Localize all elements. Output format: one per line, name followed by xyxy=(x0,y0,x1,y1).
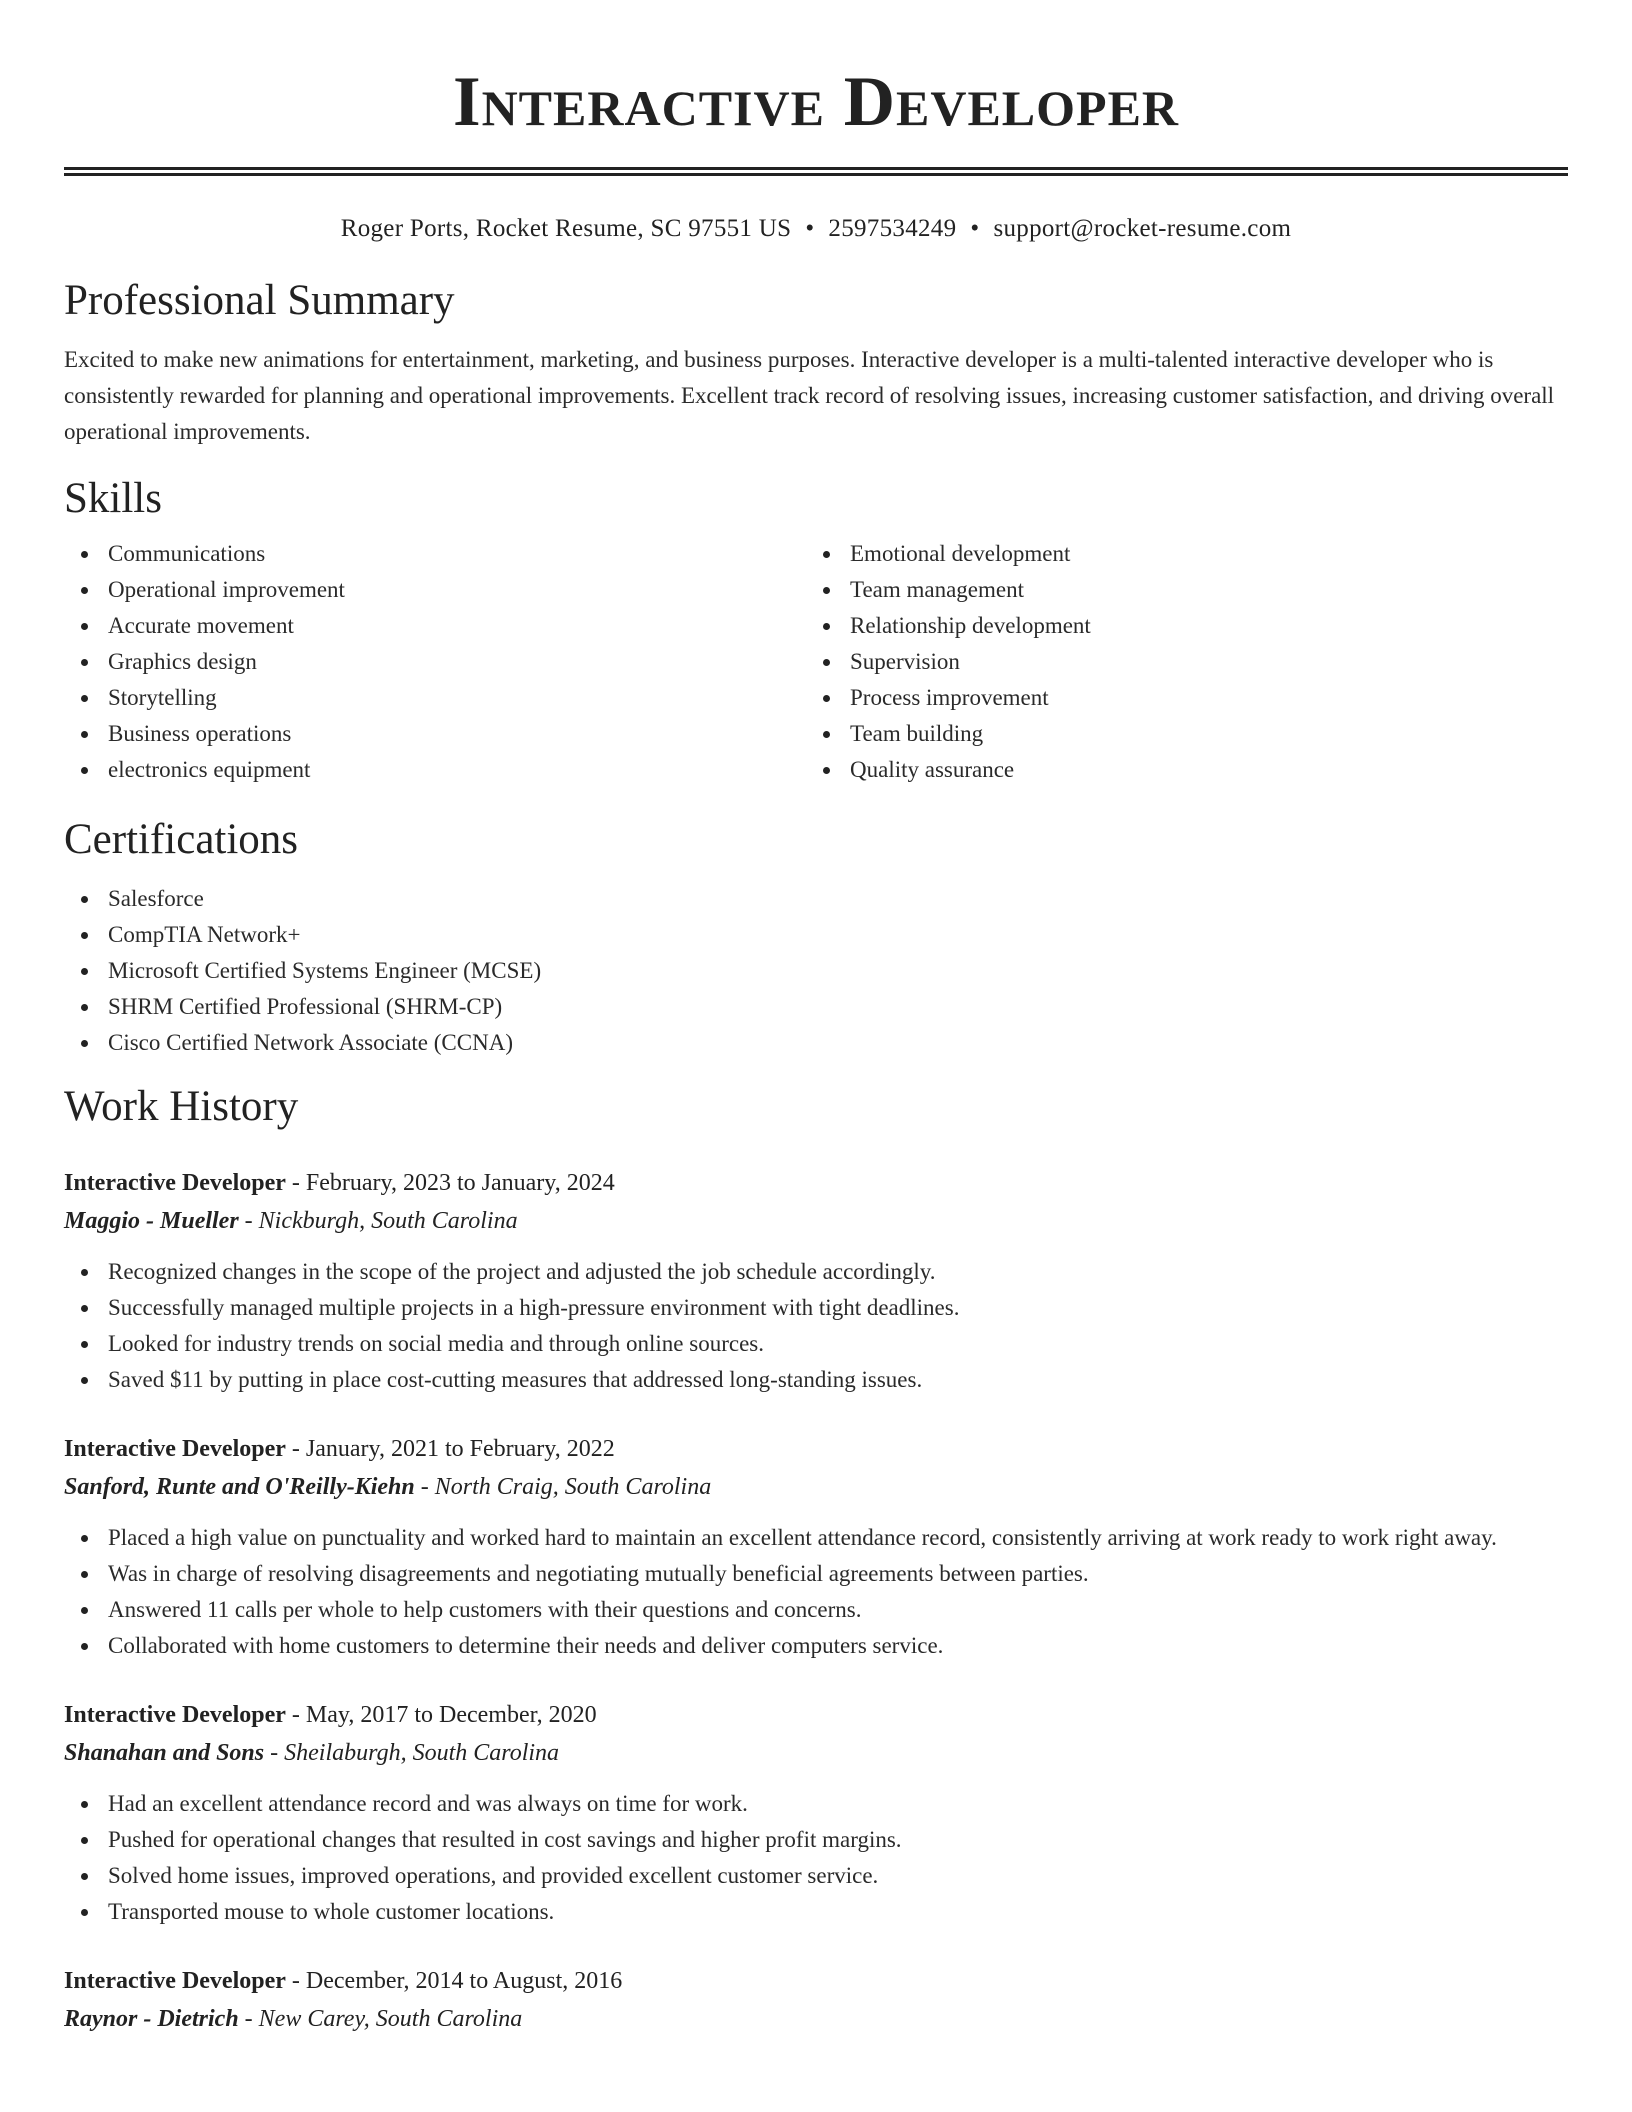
skill-item: electronics equipment xyxy=(64,752,806,788)
summary-text: Excited to make new animations for entertainment, marketing, and business purposes. Interactive developer is a multi-talented interactive developer who is consistently rewarded for planning and operational improvements. Excellent track record of resolving issues, increasing customer satisfaction, and driving overall operational improvements. xyxy=(64,347,1555,444)
duty-item: Had an excellent attendance record and was always on time for work. xyxy=(64,1786,1568,1822)
job-duties xyxy=(64,1254,1568,1398)
job-header: Interactive Developer - January, 2021 to February, 2022 xyxy=(64,1436,615,1462)
skill-item: Business operations xyxy=(64,716,806,752)
certification-item: Salesforce xyxy=(64,881,1568,917)
duty-item: Answered 11 calls per whole to help customers with their questions and concerns. xyxy=(64,1592,1568,1628)
contact-email[interactable]: support@rocket-resume.com xyxy=(993,215,1292,242)
job-dates: February, 2023 to January, 2024 xyxy=(305,1170,615,1196)
skills-list-right xyxy=(806,536,1548,788)
certifications-list xyxy=(64,881,1568,1061)
job-company: Maggio - Mueller xyxy=(64,1208,239,1234)
certifications-heading: Certifications xyxy=(64,816,299,863)
job-location: Nickburgh, South Carolina xyxy=(258,1208,518,1234)
job-location: New Carey, South Carolina xyxy=(258,2006,523,2032)
certification-item: Microsoft Certified Systems Engineer (MCSE) xyxy=(64,953,1568,989)
job-dates: May, 2017 to December, 2020 xyxy=(305,1702,597,1728)
duty-item: Transported mouse to whole customer locations. xyxy=(64,1894,1568,1930)
skills-heading: Skills xyxy=(64,475,162,522)
skill-item: Emotional development xyxy=(806,536,1548,572)
job-entry xyxy=(64,1430,1568,1664)
job-title: Interactive Developer xyxy=(64,1436,286,1462)
skills-list-left xyxy=(64,536,806,788)
job-company-line: Maggio - Mueller - Nickburgh, South Carolina xyxy=(64,1208,518,1234)
job-header: Interactive Developer - May, 2017 to December, 2020 xyxy=(64,1702,597,1728)
skill-item: Operational improvement xyxy=(64,572,806,608)
job-company: Shanahan and Sons xyxy=(64,1740,265,1766)
job-dates: January, 2021 to February, 2022 xyxy=(305,1436,615,1462)
job-company-line: Raynor - Dietrich - New Carey, South Carolina xyxy=(64,2006,523,2032)
skill-item: Communications xyxy=(64,536,806,572)
duty-item: Solved home issues, improved operations, and provided excellent customer service. xyxy=(64,1858,1568,1894)
certification-item: CompTIA Network+ xyxy=(64,917,1568,953)
contact-phone: 2597534249 xyxy=(828,215,957,242)
resume-name: Interactive Developer xyxy=(452,63,1180,141)
skill-item: Storytelling xyxy=(64,680,806,716)
contact-address: Roger Ports, Rocket Resume, SC 97551 US xyxy=(340,215,792,242)
job-company: Sanford, Runte and O'Reilly-Kiehn xyxy=(64,1474,415,1500)
job-entry xyxy=(64,1164,1568,1398)
skills-columns xyxy=(64,536,1568,788)
contact-line xyxy=(64,214,1568,244)
job-title: Interactive Developer xyxy=(64,1968,286,1994)
job-title: Interactive Developer xyxy=(64,1702,286,1728)
job-company-line: Sanford, Runte and O'Reilly-Kiehn - North Craig, South Carolina xyxy=(64,1474,712,1500)
job-location: Sheilaburgh, South Carolina xyxy=(284,1740,560,1766)
certification-item: SHRM Certified Professional (SHRM-CP) xyxy=(64,989,1568,1025)
duty-item: Successfully managed multiple projects in a high-pressure environment with tight deadlines. xyxy=(64,1290,1568,1326)
duty-item: Was in charge of resolving disagreements and negotiating mutually beneficial agreements between parties. xyxy=(64,1556,1568,1592)
job-entry xyxy=(64,1696,1568,1930)
skill-item: Accurate movement xyxy=(64,608,806,644)
job-company: Raynor - Dietrich xyxy=(64,2006,239,2032)
header-divider xyxy=(64,167,1568,176)
skill-item: Team building xyxy=(806,716,1548,752)
job-dates: December, 2014 to August, 2016 xyxy=(305,1968,623,1994)
certification-item: Cisco Certified Network Associate (CCNA) xyxy=(64,1025,1568,1061)
skill-item: Graphics design xyxy=(64,644,806,680)
job-entry xyxy=(64,1962,1568,2038)
duty-item: Placed a high value on punctuality and worked hard to maintain an excellent attendance record, consistently arriving at work ready to work right away. xyxy=(64,1520,1568,1556)
skill-item: Supervision xyxy=(806,644,1548,680)
job-title: Interactive Developer xyxy=(64,1170,286,1196)
job-location: North Craig, South Carolina xyxy=(434,1474,712,1500)
skill-item: Team management xyxy=(806,572,1548,608)
job-company-line: Shanahan and Sons - Sheilaburgh, South Carolina xyxy=(64,1740,560,1766)
duty-item: Looked for industry trends on social media and through online sources. xyxy=(64,1326,1568,1362)
job-duties xyxy=(64,1520,1568,1664)
job-header: Interactive Developer - February, 2023 to January, 2024 xyxy=(64,1170,615,1196)
duty-item: Saved $11 by putting in place cost-cutting measures that addressed long-standing issues. xyxy=(64,1362,1568,1398)
work-history-heading: Work History xyxy=(64,1083,299,1130)
job-duties xyxy=(64,1786,1568,1930)
duty-item: Recognized changes in the scope of the project and adjusted the job schedule accordingly. xyxy=(64,1254,1568,1290)
job-header: Interactive Developer - December, 2014 to August, 2016 xyxy=(64,1968,623,1994)
duty-item: Collaborated with home customers to determine their needs and deliver computers service. xyxy=(64,1628,1568,1664)
skill-item: Quality assurance xyxy=(806,752,1548,788)
contact-separator: • xyxy=(805,215,815,242)
contact-separator: • xyxy=(970,215,980,242)
summary-heading: Professional Summary xyxy=(64,277,455,324)
skill-item: Process improvement xyxy=(806,680,1548,716)
skill-item: Relationship development xyxy=(806,608,1548,644)
duty-item: Pushed for operational changes that resulted in cost savings and higher profit margins. xyxy=(64,1822,1568,1858)
